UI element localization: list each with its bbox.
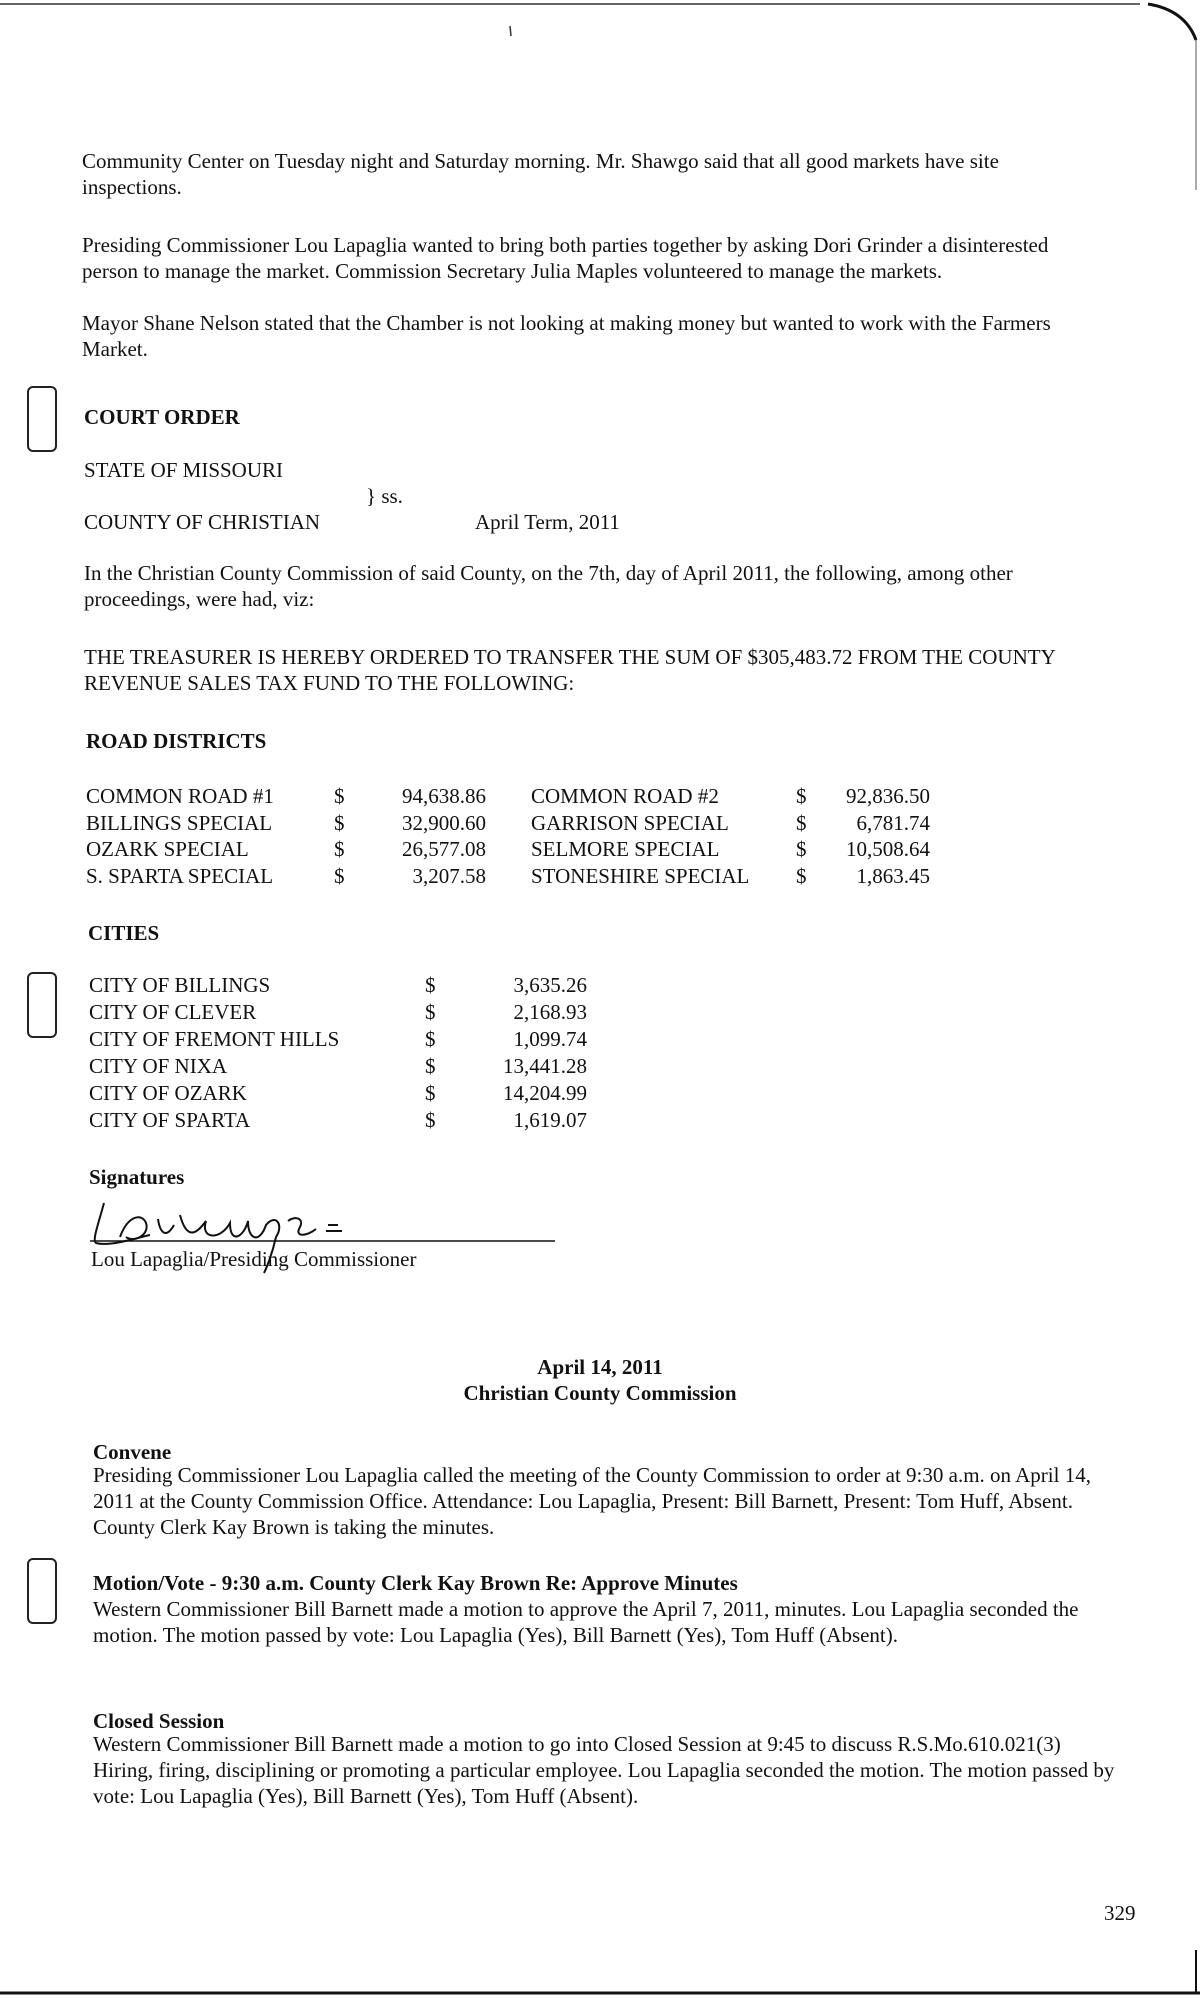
section-text-approve-minutes: Western Commissioner Bill Barnett made a motion to approve the April 7, 2011, minutes. Lou Lapaglia seconded the motion. The motion passed by vote: Lou Lapaglia (Yes), Bill Barnett (Yes), Tom Huff (Absent). [93, 1597, 1079, 1647]
road-name: GARRISON SPECIAL [531, 811, 729, 835]
city-name: CITY OF BILLINGS [89, 973, 271, 997]
signer-name: Lou Lapaglia/Presiding Commissioner [91, 1247, 417, 1271]
currency: $ [334, 784, 345, 808]
road-name: S. SPARTA SPECIAL [86, 864, 274, 888]
road-name: COMMON ROAD #2 [531, 784, 719, 808]
table-row [86, 783, 986, 809]
city-amount: 1,619.07 [513, 1108, 587, 1132]
section-text-closed-session: Western Commissioner Bill Barnett made a motion to go into Closed Session at 9:45 to discuss R.S.Mo.610.021(3) Hiring, firing, disciplining or promoting a particular employee. Lou Lapaglia seconded the motion. The motion passed by vote: Lou Lapaglia (Yes), Bill Barnett (Yes), Tom Huff (Absent). [93, 1732, 1115, 1808]
paragraph-mayor: Mayor Shane Nelson stated that the Chamber is not looking at making money but wanted to work with the Farmers Market. [82, 311, 1051, 361]
city-amount: 13,441.28 [503, 1054, 587, 1078]
road-amount: 1,863.45 [856, 864, 930, 888]
currency: $ [334, 837, 345, 861]
section-text-convene: Presiding Commissioner Lou Lapaglia called the meeting of the County Commission to order at 9:30 a.m. on April 14, 2011 at the County Commission Office. Attendance: Lou Lapaglia, Present: Bill Barnett, Present: Tom Huff, Absent. County Clerk Kay Brown is taking the minutes. [93, 1463, 1091, 1539]
currency: $ [334, 811, 345, 835]
currency: $ [425, 1027, 436, 1051]
currency: $ [425, 1081, 436, 1105]
road-amount: 6,781.74 [856, 811, 930, 835]
road-amount: 32,900.60 [402, 811, 486, 835]
currency: $ [334, 864, 345, 888]
section-heading-closed-session: Closed Session [93, 1709, 225, 1733]
city-name: CITY OF NIXA [89, 1054, 228, 1078]
table-row [89, 999, 609, 1025]
cities-heading: CITIES [88, 921, 160, 945]
road-name: BILLINGS SPECIAL [86, 811, 273, 835]
paragraph-presiding-commissioner: Presiding Commissioner Lou Lapaglia wanted to bring both parties together by asking Dori Grinder a disinterested person to manage the market. Commission Secretary Julia Maples volunteered to manage the markets. [82, 233, 1049, 283]
signatures-heading: Signatures [89, 1165, 185, 1189]
road-amount: 26,577.08 [402, 837, 486, 861]
currency: $ [425, 1000, 436, 1024]
city-name: CITY OF SPARTA [89, 1108, 251, 1132]
term-label: April Term, 2011 [475, 510, 620, 534]
treasurer-order: THE TREASURER IS HEREBY ORDERED TO TRANSFER THE SUM OF $305,483.72 FROM THE COUNTY REVENUE SALES TAX FUND TO THE FOLLOWING: [84, 645, 1055, 695]
road-name: SELMORE SPECIAL [531, 837, 720, 861]
punch-hole-3 [27, 1558, 57, 1624]
court-order-intro: In the Christian County Commission of said County, on the 7th, day of April 2011, the following, among other proceedings, were had, viz: [84, 561, 1013, 611]
section-heading-convene: Convene [93, 1440, 172, 1464]
road-amount: 94,638.86 [402, 784, 486, 808]
city-amount: 2,168.93 [513, 1000, 587, 1024]
city-name: CITY OF CLEVER [89, 1000, 257, 1024]
currency: $ [796, 864, 807, 888]
table-row [86, 863, 986, 889]
city-amount: 3,635.26 [513, 973, 587, 997]
currency: $ [796, 811, 807, 835]
punch-hole-1 [27, 386, 57, 452]
currency: $ [425, 1054, 436, 1078]
court-order-heading: COURT ORDER [84, 405, 240, 429]
meeting-body: Christian County Commission [463, 1381, 737, 1405]
county-label: COUNTY OF CHRISTIAN [84, 510, 321, 534]
currency: $ [796, 784, 807, 808]
city-name: CITY OF FREMONT HILLS [89, 1027, 340, 1051]
table-row [89, 972, 609, 998]
table-row [89, 1080, 609, 1106]
road-districts-heading: ROAD DISTRICTS [86, 729, 267, 753]
road-amount: 10,508.64 [846, 837, 930, 861]
road-name: OZARK SPECIAL [86, 837, 249, 861]
road-name: COMMON ROAD #1 [86, 784, 274, 808]
road-amount: 92,836.50 [846, 784, 930, 808]
page-number: 329 [1104, 1901, 1136, 1925]
table-row [86, 810, 986, 836]
city-amount: 14,204.99 [503, 1081, 587, 1105]
city-amount: 1,099.74 [513, 1027, 587, 1051]
table-row [86, 836, 986, 862]
road-amount: 3,207.58 [412, 864, 486, 888]
paragraph-community-center: Community Center on Tuesday night and Saturday morning. Mr. Shawgo said that all good markets have site inspections. [82, 149, 999, 199]
table-row [89, 1107, 609, 1133]
meeting-date: April 14, 2011 [537, 1355, 663, 1379]
section-heading-approve-minutes: Motion/Vote - 9:30 a.m. County Clerk Kay Brown Re: Approve Minutes [93, 1571, 738, 1595]
state-label: STATE OF MISSOURI [84, 458, 284, 482]
city-name: CITY OF OZARK [89, 1081, 247, 1105]
table-row [89, 1053, 609, 1079]
punch-hole-2 [27, 972, 57, 1038]
table-row [89, 1026, 609, 1052]
currency: $ [796, 837, 807, 861]
ss-label: } ss. [366, 484, 403, 508]
road-name: STONESHIRE SPECIAL [531, 864, 750, 888]
currency: $ [425, 1108, 436, 1132]
currency: $ [425, 973, 436, 997]
